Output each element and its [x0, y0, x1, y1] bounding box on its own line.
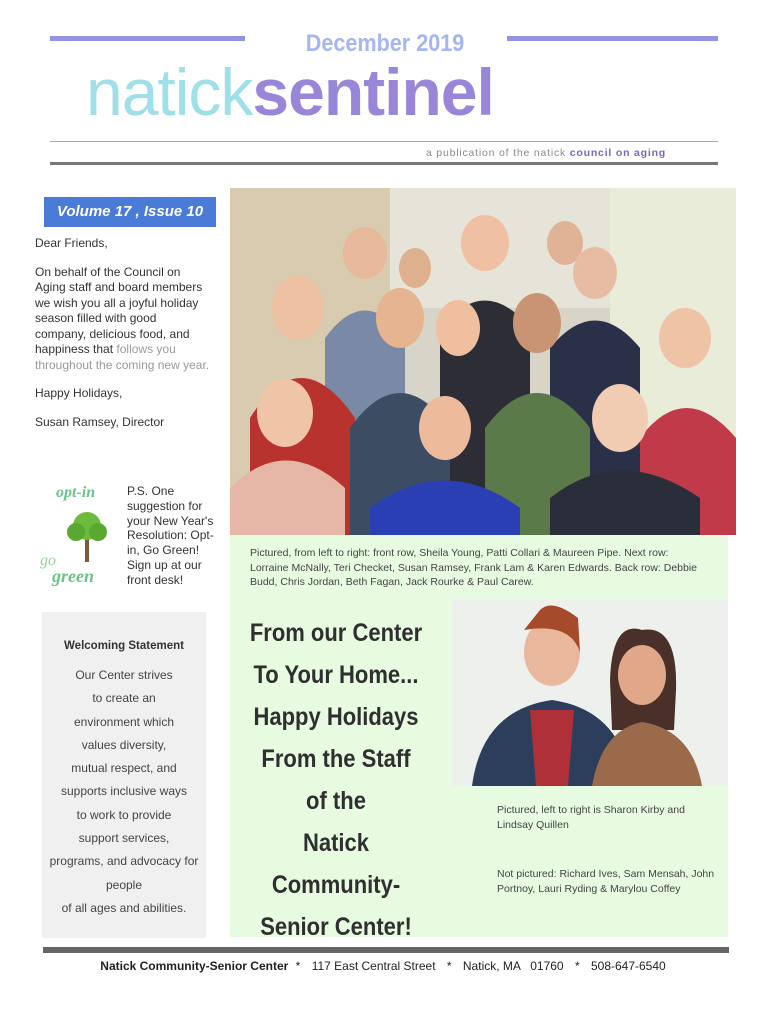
footer-separator: * [295, 959, 301, 973]
volume-badge: Volume 17 , Issue 10 [44, 197, 216, 227]
letter-greeting: Dear Friends, [35, 236, 108, 250]
welcome-line: supports inclusive ways [60, 784, 188, 799]
welcome-line: mutual respect, and [71, 761, 177, 776]
welcome-line: values diversity, [81, 737, 167, 752]
welcome-line: support services, [78, 831, 170, 846]
issue-date: December 2019 [305, 30, 465, 57]
green-logo-text: green [52, 566, 94, 586]
footer-org: Natick Community-Senior Center [100, 959, 289, 973]
letter-body [35, 265, 210, 374]
welcome-line: Our Center strives [75, 668, 173, 682]
headline-line: To Your Home... [253, 661, 419, 689]
footer-separator: * [446, 959, 452, 973]
headline-line: Senior Center! [260, 913, 412, 941]
tagline-prefix: a publication of the natick [425, 147, 567, 159]
group-photo-caption: Pictured, from left to right: front row, Sheila Young, Patti Collari & Maureen Pipe. Next row: Lorraine McNally, Teri Checket, Susan Ramsey, Frank Lam & Karen Edwards. Back row: Debbie Budd, Chris Jordan, Beth Fagan, Jack Rourke & Paul Carew. [250, 547, 698, 588]
not-pictured-note: Not pictured: Richard Ives, Sam Mensah, John Portnoy, Lauri Ryding & Marylou Coffey [497, 868, 715, 895]
masthead-part2: sentinel [252, 55, 494, 129]
opt-in-go-green-logo [38, 484, 122, 594]
duo-photo [452, 600, 728, 786]
go-logo-text: go [40, 552, 56, 569]
opt-in-logo-text: opt-in [56, 484, 96, 501]
director-letter [35, 236, 210, 443]
headline-line: Happy Holidays [253, 703, 419, 731]
footer-phone: 508-647-6540 [590, 959, 666, 973]
letter-signature: Susan Ramsey, Director [35, 414, 165, 429]
publication-tagline [426, 147, 666, 159]
letter-body-main: On behalf of the Council on Aging staff and board members we wish you all a joyful holiday season filled with good company, delicious food, and happiness that [35, 264, 203, 356]
duo-photo-caption: Pictured, left to right is Sharon Kirby and Lindsay Quillen [497, 804, 685, 831]
footer-city: Natick, MA 01760 [462, 959, 564, 973]
footer-contact [0, 959, 770, 973]
welcome-line: environment which [73, 714, 175, 729]
masthead-rule-bottom [50, 162, 718, 165]
masthead-part1: natick [86, 55, 253, 129]
holiday-headline [244, 612, 427, 948]
welcome-line: people [105, 877, 143, 892]
headline-line: From the Staff [261, 745, 411, 773]
ps-note: P.S. One suggestion for your New Year's Resolution: Opt-in, Go Green! Sign up at our front desk! [127, 484, 214, 587]
letter-closing: Happy Holidays, [35, 386, 123, 400]
duo-photo-illustration [452, 600, 728, 786]
footer-address: 117 East Central Street [311, 959, 436, 973]
welcoming-statement-box [42, 612, 206, 938]
welcome-line: of all ages and abilities. [61, 900, 187, 915]
masthead-rule-top [50, 141, 718, 142]
welcome-line: programs, and advocacy for [49, 854, 199, 869]
welcoming-statement-title: Welcoming Statement [64, 640, 184, 652]
welcoming-statement-body [42, 664, 206, 920]
footer-separator: * [574, 959, 580, 973]
tagline-bold: council on aging [569, 147, 666, 159]
tree-icon [62, 508, 112, 564]
letter-body-fade: follows you throughout the coming new year. [35, 342, 210, 372]
group-photo-illustration [230, 188, 736, 535]
welcome-line: to create an [92, 691, 156, 706]
headline-line: Natick Community- [271, 829, 401, 899]
footer-rule [43, 947, 729, 953]
headline-line: of the [306, 787, 366, 815]
headline-line: From our Center [249, 619, 423, 647]
staff-group-photo [230, 188, 736, 535]
masthead [86, 52, 494, 132]
welcome-line: to work to provide [76, 807, 172, 822]
